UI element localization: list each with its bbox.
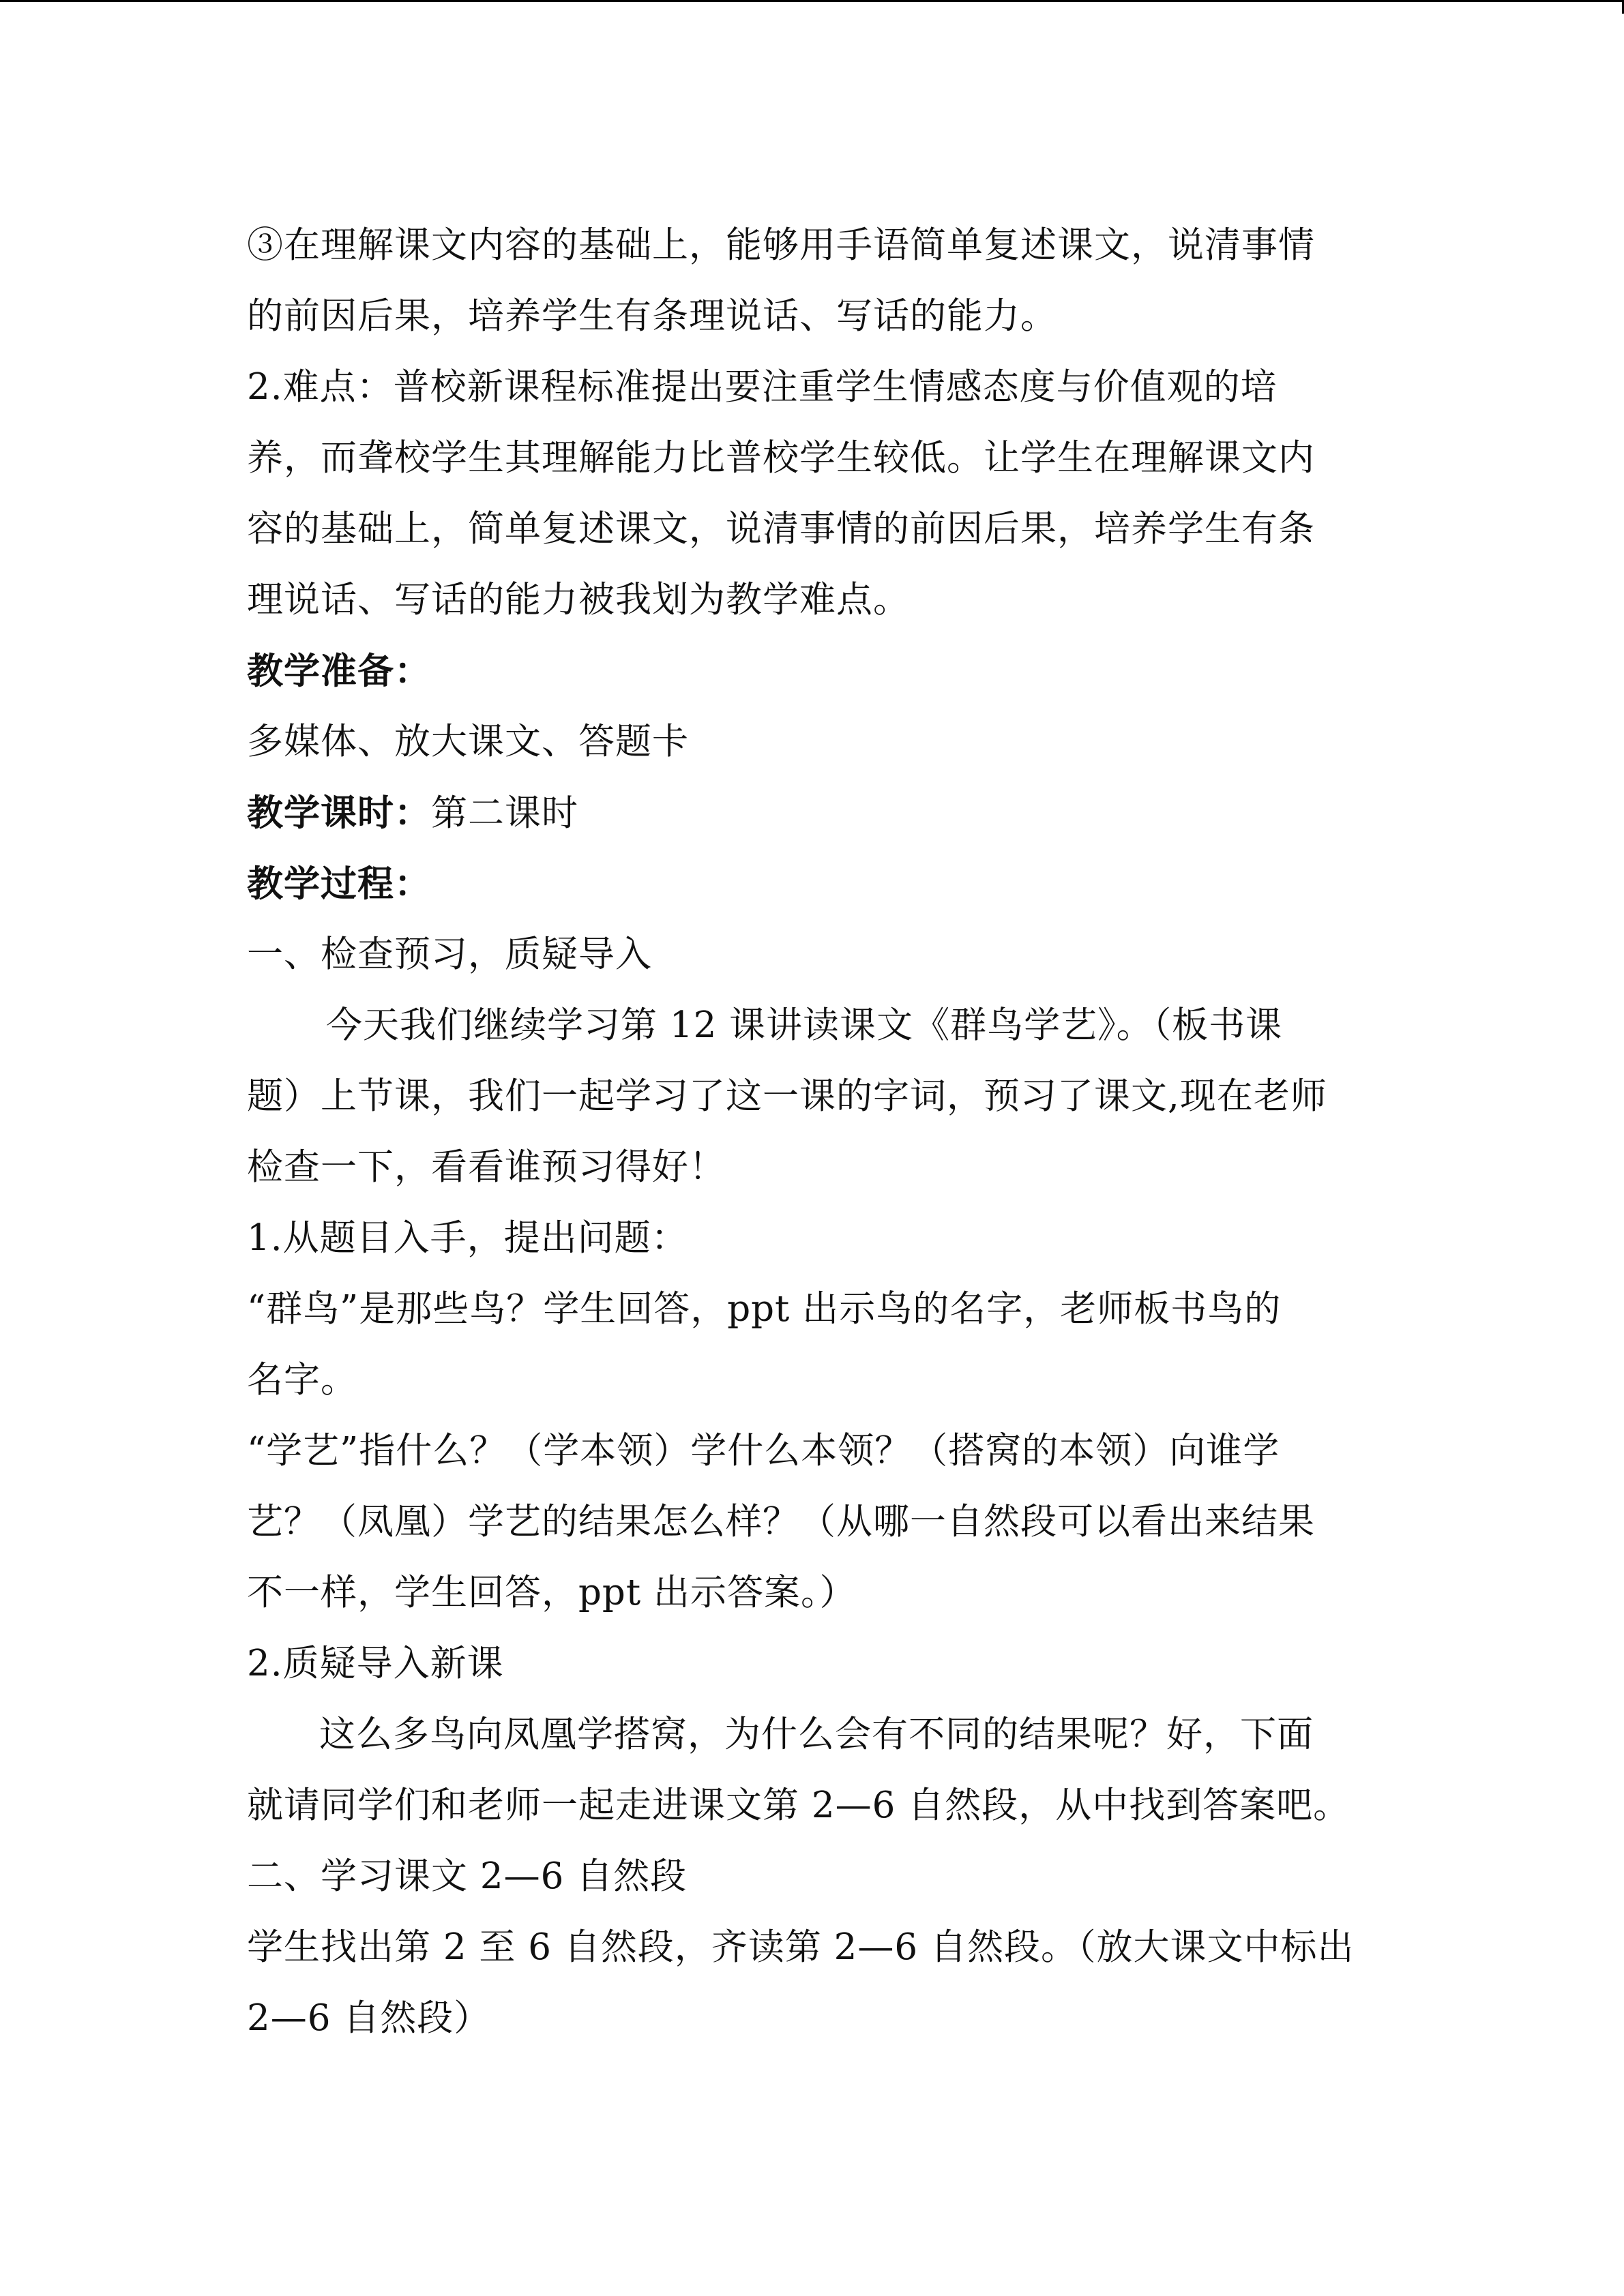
paragraph-line: 理说话、写话的能力被我划为教学难点。	[247, 579, 910, 621]
paragraph-line: 就请同学们和老师一起走进课文第 2—6 自然段，从中找到答案吧。	[247, 1785, 1350, 1826]
document-body	[247, 210, 1379, 2054]
paragraph-line: 检查一下，看看谁预习得好！	[247, 1146, 726, 1188]
paragraph-line: 名字。	[247, 1359, 357, 1401]
paragraph-line: ③在理解课文内容的基础上，能够用手语简单复述课文，说清事情	[247, 224, 1315, 266]
section-heading: 教学课时：	[247, 792, 431, 834]
paragraph-line: 今天我们继续学习第 12 课讲读课文《群鸟学艺》。（板书课	[326, 1004, 1283, 1046]
paragraph-line: 学生找出第 2 至 6 自然段，齐读第 2—6 自然段。（放大课文中标出	[247, 1926, 1355, 1968]
paragraph-line: 多媒体、放大课文、答题卡	[247, 721, 689, 762]
section-heading: 教学准备：	[247, 650, 431, 692]
class-hours-value: 第二课时	[431, 792, 578, 834]
subsection-heading: 一、检查预习，质疑导入	[247, 934, 652, 975]
paragraph-line: 2.难点：普校新课程标准提出要注重学生情感态度与价值观的培	[247, 366, 1278, 408]
paragraph-line: 2.质疑导入新课	[247, 1643, 504, 1684]
paragraph-line: “学艺”指什么？（学本领）学什么本领？（搭窝的本领）向谁学	[247, 1430, 1280, 1472]
paragraph-line: 养，而聋校学生其理解能力比普校学生较低。让学生在理解课文内	[247, 437, 1315, 479]
top-border	[0, 0, 1624, 2]
paragraph-line: “群鸟”是那些鸟？学生回答，ppt 出示鸟的名字，老师板书鸟的	[247, 1288, 1282, 1330]
paragraph-line: 1.从题目入手，提出问题：	[247, 1217, 688, 1259]
subsection-heading: 二、学习课文 2—6 自然段	[247, 1855, 688, 1897]
paragraph-line: 2—6 自然段）	[247, 1997, 491, 2039]
paragraph-line: 题）上节课，我们一起学习了这一课的字词，预习了课文,现在老师	[247, 1075, 1327, 1117]
class-hours-line	[247, 777, 1379, 848]
section-heading: 教学过程：	[247, 863, 431, 905]
paragraph-line: 的前因后果，培养学生有条理说话、写话的能力。	[247, 295, 1057, 337]
paragraph-line: 这么多鸟向凤凰学搭窝，为什么会有不同的结果呢？好，下面	[319, 1714, 1314, 1755]
paragraph-line: 艺？（凤凰）学艺的结果怎么样？（从哪一自然段可以看出来结果	[247, 1501, 1315, 1542]
paragraph-line: 不一样，学生回答，ppt 出示答案。）	[247, 1572, 857, 1613]
paragraph-line: 容的基础上，简单复述课文，说清事情的前因后果，培养学生有条	[247, 508, 1315, 550]
